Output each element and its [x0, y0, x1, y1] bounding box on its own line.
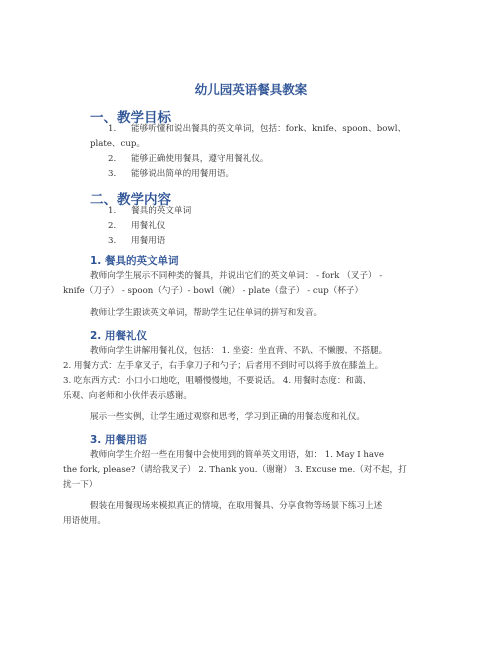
paragraph [63, 499, 443, 529]
document-title: 幼儿园英语餐具教案 [194, 82, 308, 97]
list-item-number: 3. [108, 236, 117, 246]
list-item-text: 能够听懂和说出餐具的英文单词，包括：fork、knife、spoon、bowl、 [131, 124, 407, 134]
paragraph-line: 用语使用。 [63, 516, 106, 526]
list-item-number: 1. [108, 206, 117, 216]
list-item-number: 2. [108, 221, 117, 231]
list-item-text: plate、cup。 [90, 139, 145, 149]
paragraph-line: 假装在用餐现场来模拟真正的情境，在取用餐具、分享食物等场景下练习上述 [90, 501, 383, 511]
list-item-continuation [90, 137, 145, 152]
paragraph-line: 展示一些实例，让学生通过观察和思考，学习到正确的用餐态度和礼仪。 [90, 412, 366, 422]
list-item-number: 3. [108, 169, 117, 179]
subsection-heading-etiquette: 2. 用餐礼仪 [90, 330, 147, 342]
section-heading-objectives: 一、教学目标 [90, 110, 171, 126]
list-item-number: 1. [108, 124, 117, 134]
paragraph-line: 2. 用餐方式：左手拿叉子，右手拿刀子和勺子；后者用不到时可以将手放在膝盖上。 [63, 361, 384, 371]
list-item-number: 2. [108, 154, 117, 164]
section-heading-content: 二、教学内容 [90, 192, 171, 208]
paragraph-line: 教师向学生展示不同种类的餐具，并说出它们的英文单词： - fork （叉子） - [90, 271, 383, 281]
paragraph [63, 306, 443, 321]
paragraph [63, 410, 443, 425]
list-item-text: 用餐用语 [131, 236, 166, 246]
list-item-text: 能够正确使用餐具，遵守用餐礼仪。 [131, 154, 269, 164]
paragraph [63, 344, 443, 404]
paragraph [63, 448, 443, 493]
paragraph [63, 269, 443, 299]
paragraph-line: the fork, please?（请给我叉子） 2. Thank you.（谢谢） 3. Excuse me.（对不起，打 [63, 465, 407, 475]
paragraph-line: 乐观、向老师和小伙伴表示感谢。 [63, 391, 192, 401]
paragraph-line: 教师向学生介绍一些在用餐中会使用到的简单英文用语，如： 1. May I have [90, 450, 384, 460]
list-item-text: 餐具的英文单词 [131, 206, 192, 216]
paragraph-line: 教师向学生讲解用餐礼仪，包括： 1. 坐姿：坐直背、不趴、不懒腰、不搭腿。 [90, 346, 388, 356]
subsection-heading-phrases: 3. 用餐用语 [90, 434, 147, 446]
subsection-heading-vocabulary: 1. 餐具的英文单词 [90, 255, 179, 267]
list-item-text: 能够说出简单的用餐用语。 [131, 169, 235, 179]
paragraph-line: 扰一下） [63, 480, 98, 490]
paragraph-line: 教师让学生跟读英文单词，帮助学生记住单词的拼写和发音。 [90, 308, 323, 318]
paragraph-line: knife（刀子） - spoon（勺子）- bowl（碗） - plate（盘子） - cup（杯子） [63, 286, 364, 296]
paragraph-line: 3. 吃东西方式：小口小口地吃，咀嚼慢慢地，不要说话。 4. 用餐时态度：和蔼、 [63, 376, 372, 386]
list-item-text: 用餐礼仪 [131, 221, 166, 231]
